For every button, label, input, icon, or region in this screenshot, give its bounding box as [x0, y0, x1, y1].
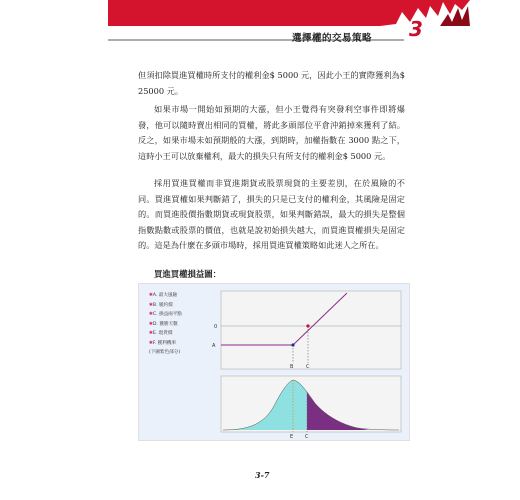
legend-star-icon: ✱ — [149, 302, 153, 308]
legend-item: (下圖紫色部分) — [149, 350, 181, 355]
strike-point — [291, 343, 294, 346]
legend-item: ✱B. 履約價 — [149, 302, 173, 308]
payoff-plots — [139, 284, 409, 440]
payoff-figure — [138, 283, 410, 441]
breakeven-label: C — [306, 364, 310, 370]
banner-flame-dark — [440, 6, 470, 26]
top-plot-panel — [221, 291, 401, 369]
legend-item: ✱A. 最大風險 — [149, 293, 178, 298]
max-risk-label: A — [212, 343, 216, 349]
spot-label: E — [290, 434, 294, 440]
legend-item: ✱E. 現貨價 — [149, 331, 173, 336]
paragraph-1: 但須扣除買進買權時所支付的權利金$ 5000 元，因此小王的實際獲利為$ 25000 元。 — [138, 70, 405, 96]
chapter-number: 3 — [409, 17, 423, 41]
legend-star-icon: ✱ — [149, 312, 153, 317]
legend-item: ✱F. 獲利機率 — [149, 340, 177, 346]
legend-star-icon: ✱ — [149, 331, 153, 336]
legend-item: ✱D. 獲勝天數 — [149, 321, 178, 327]
legend-star-icon: ✱ — [149, 293, 153, 298]
header-flame-banner — [0, 0, 520, 48]
bottom-breakeven-label: C — [305, 434, 309, 440]
legend-star-icon: ✱ — [149, 321, 153, 327]
strike-label: B — [290, 364, 294, 370]
legend-item: ✱C. 損益兩平點 — [149, 312, 182, 317]
page-header — [0, 0, 520, 48]
page-number: 3-7 — [255, 470, 270, 480]
figure-caption: 買進買權損益圖： — [154, 269, 221, 279]
zero-label: 0 — [214, 324, 218, 330]
legend-star-icon: ✱ — [149, 340, 153, 346]
chapter-title: 選擇權的交易策略 — [292, 33, 373, 44]
paragraph-3: 採用買進買權而非買進期貨或股票現貨的主要差別，在於風險的不同。買進買權如果判斷錯了，損失的只是已支付的權利金，其風險是固定的。而買進股價指數期貨或現貨股票，如果判斷錯誤，最大的損失是整個指數點數或股票的價值，也就是說初始損失越大，而買進買權損失是固定的。這是為什麼在多頭市場時，採用買進買權策略如此迷人之所在。 — [138, 178, 405, 250]
paragraph-2: 如果市場一開始如預期的大漲，但小王覺得有突發利空事件即將爆發，他可以隨時賣出相同的買權，將此多頭部位平倉沖銷掉來獲利了結。反之，如果市場未如預期般的大漲，到期時，加權指數在 3000 點之下，這時小王可以放棄權利，最大的損失只有所支付的權利金$ 5000 元。 — [138, 104, 405, 161]
breakeven-point — [306, 324, 309, 327]
